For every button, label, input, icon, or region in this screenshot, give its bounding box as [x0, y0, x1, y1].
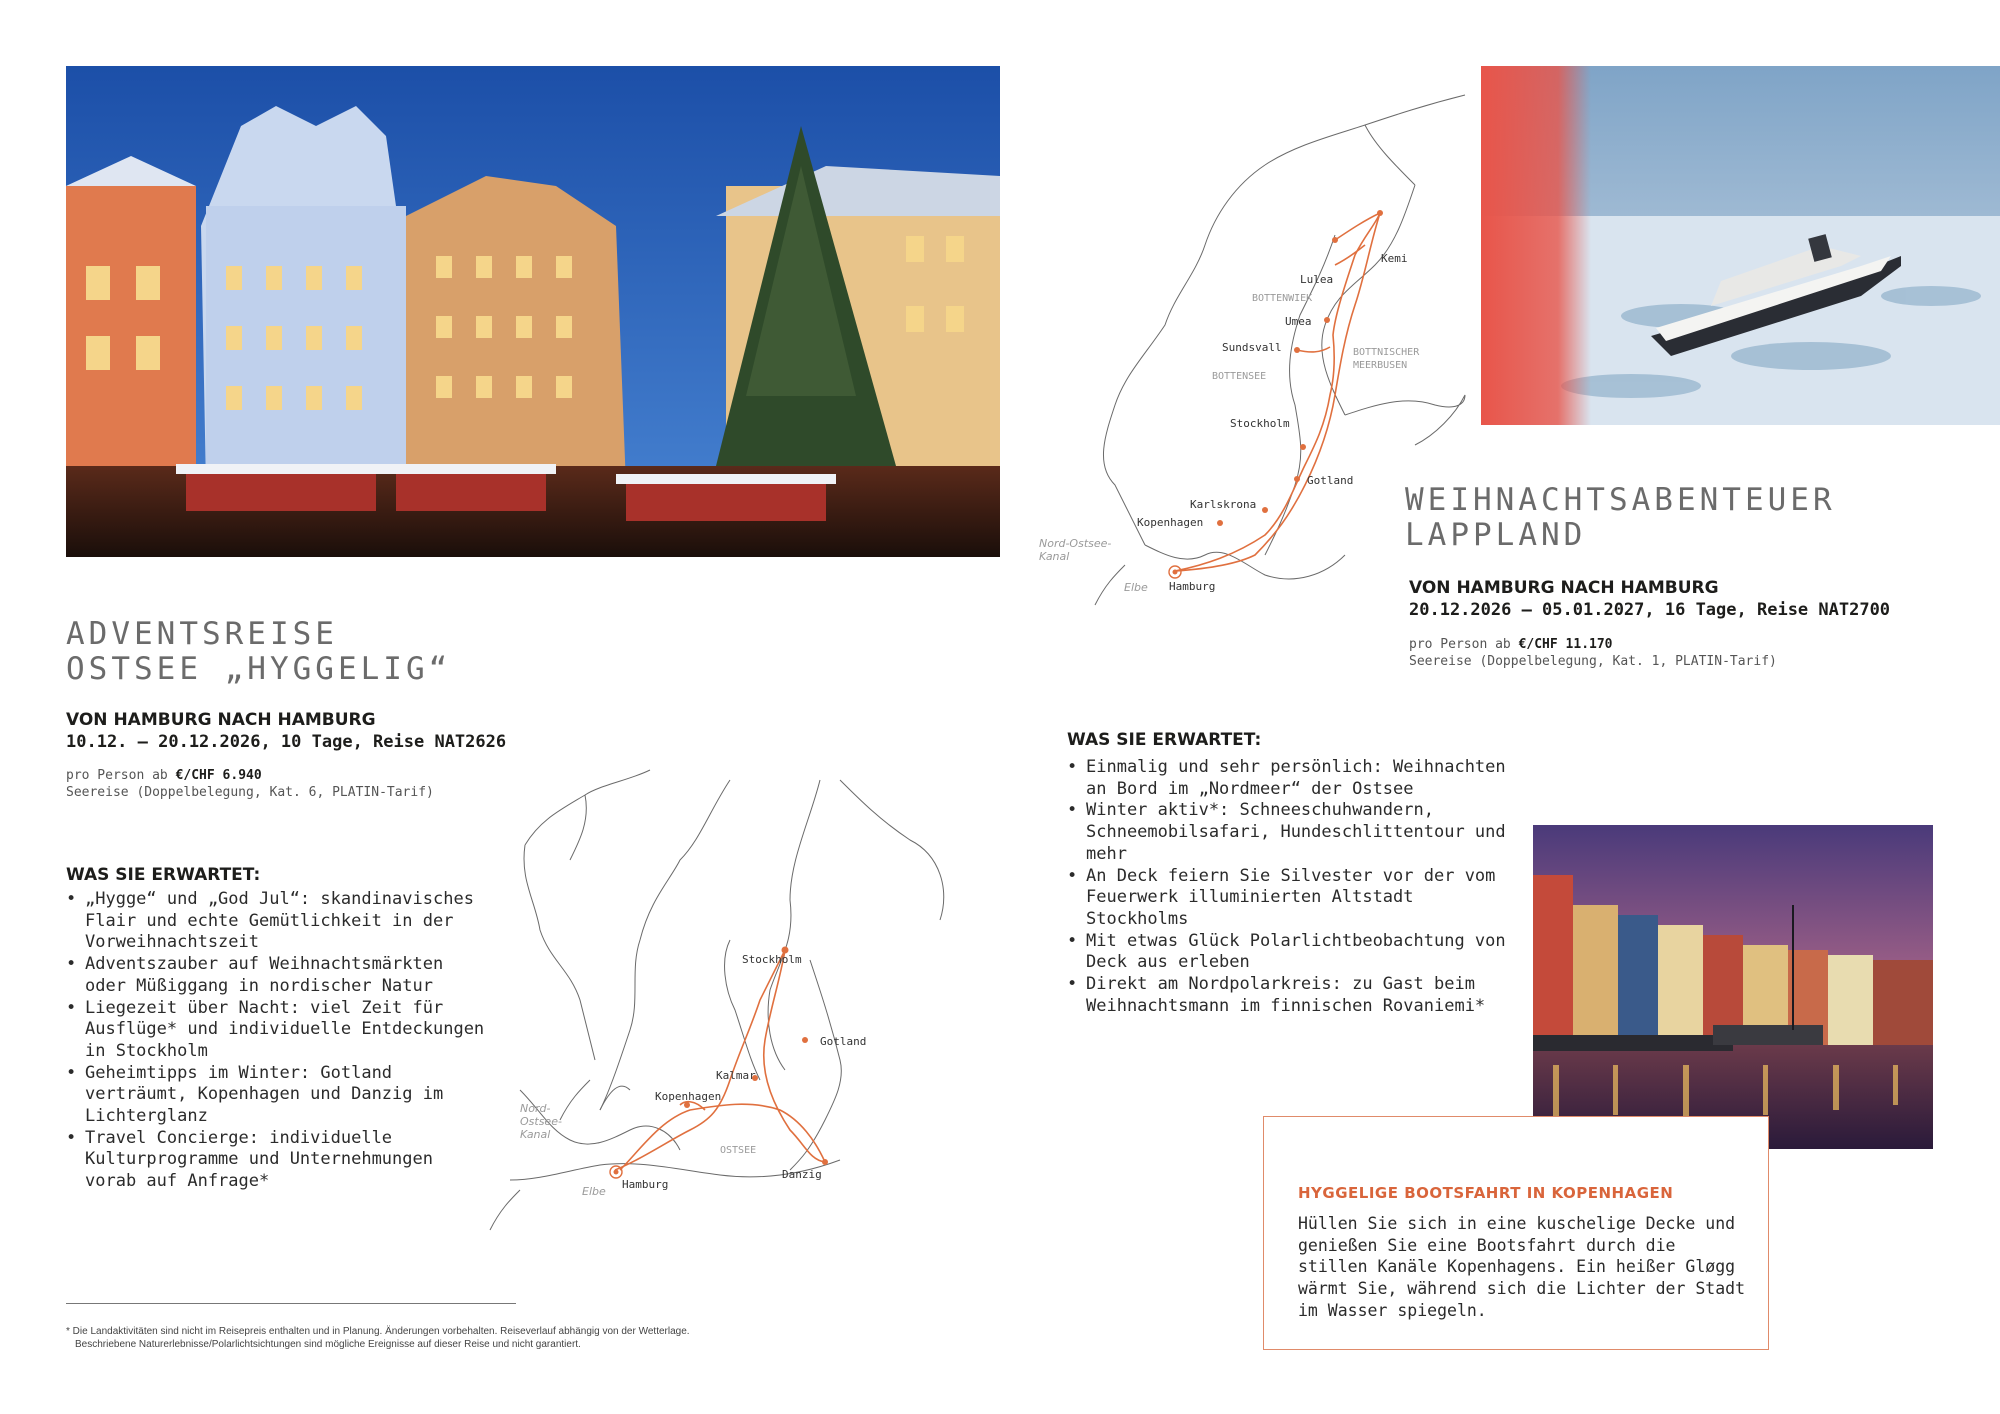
map-label-lulea: Lulea — [1300, 273, 1334, 286]
map-label-hamburg: Hamburg — [1169, 580, 1216, 593]
map-label-meerbusen: MEERBUSEN — [1353, 360, 1408, 371]
left-route-line: VON HAMBURG NACH HAMBURG — [66, 710, 376, 730]
list-item: • Liegezeit über Nacht: viel Zeit für Ausflüge* und individuelle Entdeckungen in Stockholm — [66, 998, 486, 1063]
left-bullet-list — [66, 889, 486, 1193]
coast-north-cape — [1265, 95, 1465, 185]
list-item: • An Deck feiern Sie Silvester vor der vom Feuerwerk illuminierten Altstadt Stockholms — [1067, 866, 1507, 931]
right-price-value: €/CHF 11.170 — [1518, 637, 1613, 652]
port-dot-umea — [1324, 317, 1330, 323]
map-label-kemi: Kemi — [1381, 252, 1408, 265]
map-label-bottensee: BOTTENSEE — [1212, 371, 1267, 382]
left-price-prefix: pro Person ab — [66, 768, 168, 783]
map-label-sundsvall: Sundsvall — [1222, 341, 1282, 354]
map-label-bottnischer: BOTTNISCHER — [1353, 347, 1420, 358]
copenhagen-nyhavn-photo — [1533, 825, 1933, 1149]
coast-norway — [525, 770, 650, 860]
right-route — [1409, 577, 1890, 621]
route-line-north — [1175, 213, 1380, 571]
map-label-kopenhagen: Kopenhagen — [655, 1090, 722, 1103]
left-route — [66, 709, 506, 753]
coast-finland-south — [1345, 395, 1465, 445]
map-label-bottenwiek: BOTTENWIEK — [1252, 293, 1313, 304]
footnote — [66, 1325, 846, 1351]
coast-finland-north — [840, 780, 944, 920]
list-item: • Adventszauber auf Weihnachtsmärkten oder Müßiggang in nordischer Natur — [66, 954, 486, 997]
coast-sweden-west — [524, 845, 595, 1060]
baltic-route-map — [480, 760, 980, 1240]
coast-norway-west — [1103, 165, 1265, 545]
stockholm-christmas-market-photo — [66, 66, 1000, 557]
route-line-return — [620, 950, 825, 1170]
right-title — [1405, 483, 1836, 553]
boat-trip-info-box — [1263, 1116, 1769, 1350]
port-dot-lulea — [1332, 237, 1338, 243]
right-price-note: Seereise (Doppelbelegung, Kat. 1, PLATIN-Tarif) — [1409, 654, 1777, 669]
map-label-gotland: Gotland — [1307, 474, 1354, 487]
coast-sweden-east — [600, 780, 730, 1110]
right-bullet-list — [1067, 757, 1507, 1017]
port-dot-kopenhagen — [1217, 520, 1223, 526]
list-item: • Geheimtipps im Winter: Gotland verträumt, Kopenhagen und Danzig im Lichterglanz — [66, 1063, 486, 1128]
port-dot-karlskrona — [1262, 507, 1268, 513]
left-price-note: Seereise (Doppelbelegung, Kat. 6, PLATIN-Tarif) — [66, 785, 434, 800]
footnote-line1: * Die Landaktivitäten sind nicht im Reisepreis enthalten und in Planung. Änderungen vorbehalten. Reiseverlauf abhängig von der Wetterlage. — [66, 1326, 690, 1337]
home-port-dot-hamburg — [1173, 570, 1178, 575]
route-line-south — [1175, 213, 1380, 571]
list-item: • Direkt am Nordpolarkreis: zu Gast beim Weihnachtsmann im finnischen Rovaniemi* — [1067, 974, 1507, 1017]
list-item: • „Hygge“ und „God Jul“: skandinavisches Flair und echte Gemütlichkeit in der Vorweihnachtszeit — [66, 889, 486, 954]
map-label-kopenhagen: Kopenhagen — [1137, 516, 1204, 529]
port-dot-sundsvall — [1294, 347, 1300, 353]
map-label-kalmar: Kalmar — [716, 1069, 756, 1082]
port-dot-kemi — [1377, 210, 1383, 216]
map-label-stockholm: Stockholm — [742, 953, 802, 966]
coast-jutland — [1095, 565, 1125, 605]
map-label-stockholm: Stockholm — [1230, 417, 1290, 430]
list-item: • Winter aktiv*: Schneeschuhwandern, Schneemobilsafari, Hundeschlittentour und mehr — [1067, 800, 1507, 865]
map-label-ostsee: OSTSEE — [720, 1145, 757, 1156]
map-label-kanal-1: Nord- — [520, 1102, 551, 1115]
boat-trip-title: HYGGELIGE BOOTSFAHRT IN KOPENHAGEN — [1298, 1184, 1674, 1202]
map-label-kanal-2: Kanal — [1039, 550, 1070, 563]
port-dot-gotland — [1294, 476, 1300, 482]
left-price-value: €/CHF 6.940 — [175, 768, 262, 783]
right-expect-heading: WAS SIE ERWARTET: — [1067, 730, 1262, 750]
map-label-elbe: Elbe — [582, 1185, 606, 1198]
home-port-dot-hamburg — [614, 1170, 619, 1175]
right-title-line1: WEIHNACHTSABENTEUER — [1405, 482, 1836, 518]
map-label-karlskrona: Karlskrona — [1190, 498, 1257, 511]
map-label-elbe: Elbe — [1124, 581, 1148, 594]
map-label-gotland: Gotland — [820, 1035, 867, 1048]
list-item: • Einmalig und sehr persönlich: Weihnachten an Bord im „Nordmeer“ der Ostsee — [1067, 757, 1507, 800]
route-line-outbound — [615, 950, 785, 1170]
left-dates: 10.12. – 20.12.2026, 10 Tage, Reise NAT2626 — [66, 732, 507, 752]
coast-danish-islands — [560, 1080, 630, 1120]
right-dates: 20.12.2026 – 05.01.2027, 16 Tage, Reise NAT2700 — [1409, 600, 1891, 620]
map-label-umea: Umea — [1285, 315, 1312, 328]
port-dot-stockholm — [1300, 444, 1306, 450]
right-price — [1409, 636, 1777, 670]
map-label-kanal-3: Kanal — [520, 1128, 551, 1141]
left-title — [66, 617, 451, 687]
footnote-divider — [66, 1303, 516, 1304]
coast-finland — [768, 780, 820, 1070]
right-price-prefix: pro Person ab — [1409, 637, 1511, 652]
port-dot-gotland — [802, 1037, 808, 1043]
boat-trip-text: Hüllen Sie sich in eine kuschelige Decke und genießen Sie eine Bootsfahrt durch die stillen Kanäle Kopenhagens. Ein heißer Gløgg wärmt Sie, während sich die Lichter der Stadt im Wasser spiegeln. — [1298, 1214, 1746, 1320]
port-dot-danzig — [822, 1159, 828, 1165]
right-route-line: VON HAMBURG NACH HAMBURG — [1409, 578, 1719, 598]
list-item: • Travel Concierge: individuelle Kulturprogramme und Unternehmungen vorab auf Anfrage* — [66, 1128, 486, 1193]
left-title-line2: OSTSEE „HYGGELIG“ — [66, 651, 452, 687]
right-title-line2: LAPPLAND — [1405, 517, 1587, 553]
map-label-hamburg: Hamburg — [622, 1178, 669, 1191]
map-label-kanal-2: Ostsee- — [520, 1115, 562, 1128]
expedition-ship-ice-photo — [1481, 66, 2000, 425]
footnote-line2: Beschriebene Naturerlebnisse/Polarlichtsichtungen sind mögliche Ereignisse auf dieser Reise und nicht garantiert. — [75, 1339, 581, 1350]
list-item: • Mit etwas Glück Polarlichtbeobachtung von Deck aus erleben — [1067, 931, 1507, 974]
map-label-danzig: Danzig — [782, 1168, 822, 1181]
left-title-line1: ADVENTSREISE — [66, 616, 338, 652]
left-price — [66, 767, 434, 801]
coast-south — [490, 1190, 520, 1230]
left-expect-heading: WAS SIE ERWARTET: — [66, 865, 261, 885]
map-label-kanal-1: Nord-Ostsee- — [1039, 537, 1112, 550]
